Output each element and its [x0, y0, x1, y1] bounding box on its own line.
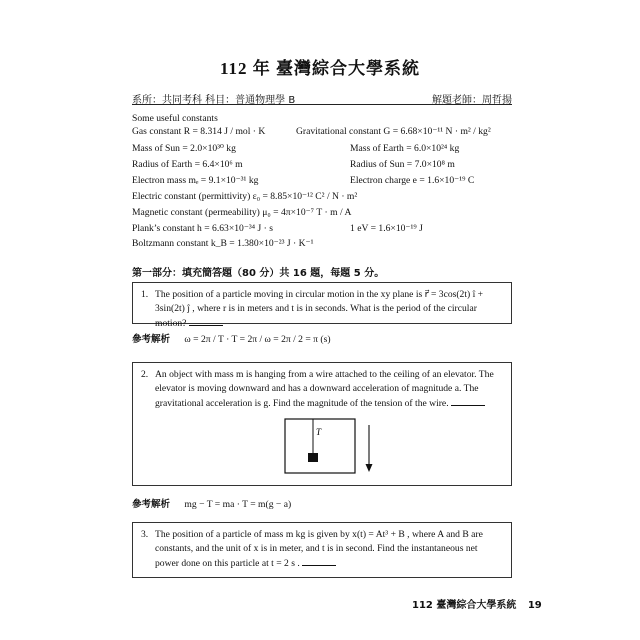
- tension-label: T: [316, 427, 322, 437]
- department-subject-label: 系所：共同考科 科目：普通物理學 B: [132, 95, 296, 106]
- answer-blank: [189, 316, 223, 326]
- question-text: An object with mass m is hanging from a wire attached to the ceiling of an elevator. The elevator is moving downward and has a downward acceleration of magnitude a. The gravitational acceleration is g. Find the magnitude of the tension of the wire.: [155, 369, 494, 409]
- answer-label: 參考解析: [132, 334, 171, 345]
- header-divider: [132, 104, 512, 105]
- answer-blank: [451, 396, 485, 406]
- answer-row-1: [132, 331, 331, 345]
- arrow-head-icon: [366, 464, 373, 472]
- footer-title: 112 臺灣綜合大學系統: [412, 600, 517, 611]
- page-footer: [412, 596, 542, 611]
- constant-mass-sun: Mass of Sun = 2.0×10³⁰ kg: [132, 143, 236, 154]
- constant-radius-earth: Radius of Earth = 6.4×10⁶ m: [132, 159, 243, 170]
- question-box-2: [132, 362, 512, 486]
- answer-label: 參考解析: [132, 499, 171, 510]
- answer-text: mg − T = ma · T = m(g − a): [184, 499, 292, 510]
- answer-blank: [302, 556, 336, 566]
- question-text: The position of a particle of mass m kg is given by x(t) = At³ + B , where A and B are constants, and the unit of x is in meter, and t is in second. Find the instantaneous net power done on this particle at t = 2 s .: [155, 529, 483, 569]
- question-box-1: [132, 282, 512, 329]
- constant-boltzmann: Boltzmann constant k_B = 1.380×10⁻²³ J · K⁻¹: [132, 238, 314, 249]
- constants-heading: Some useful constants: [132, 113, 218, 124]
- teacher-label: 解題老師：周哲揚: [432, 95, 512, 106]
- answer-row-2: [132, 496, 291, 510]
- question-number: 2.: [141, 369, 149, 380]
- answer-text: ω = 2π / T · T = 2π / ω = 2π / 2 = π (s): [184, 334, 331, 345]
- constant-electron-charge: Electron charge e = 1.6×10⁻¹⁹ C: [350, 175, 475, 186]
- constant-mass-earth: Mass of Earth = 6.0×10²⁴ kg: [350, 143, 460, 154]
- constant-permittivity: Electric constant (permittivity) ε₀ = 8.85×10⁻¹² C² / N · m²: [132, 191, 358, 202]
- constant-planck: Plank’s constant h = 6.63×10⁻³⁴ J · s: [132, 223, 273, 234]
- page-number: 19: [527, 600, 542, 611]
- constant-permeability: Magnetic constant (permeability) μ₀ = 4π×10⁻⁷ T · m / A: [132, 207, 352, 218]
- constant-gas: Gas constant R = 8.314 J / mol · K: [132, 126, 266, 137]
- question-box-3: [132, 522, 512, 578]
- constant-radius-sun: Radius of Sun = 7.0×10⁸ m: [350, 159, 455, 170]
- constant-gravitational: Gravitational constant G = 6.68×10⁻¹¹ N · m² / kg²: [296, 126, 491, 137]
- section-heading: 第一部分：填充簡答題（80 分）共 16 題，每題 5 分。: [132, 268, 385, 279]
- constant-electron-volt: 1 eV = 1.6×10⁻¹⁹ J: [350, 223, 423, 234]
- constant-electron-mass: Electron mass mₑ = 9.1×10⁻³¹ kg: [132, 175, 259, 186]
- question-number: 3.: [141, 529, 149, 540]
- page-title: 112 年 臺灣綜合大學系統: [219, 59, 421, 78]
- hanging-mass: [308, 453, 318, 462]
- elevator-figure: [283, 417, 383, 477]
- question-number: 1.: [141, 289, 149, 300]
- question-text: The position of a particle moving in circular motion in the xy plane is r⃗ = 3cos(2t) î + 3sin(2t) ĵ , where r is in meters and t is in seconds. What is the period of the circular motion?: [155, 289, 484, 329]
